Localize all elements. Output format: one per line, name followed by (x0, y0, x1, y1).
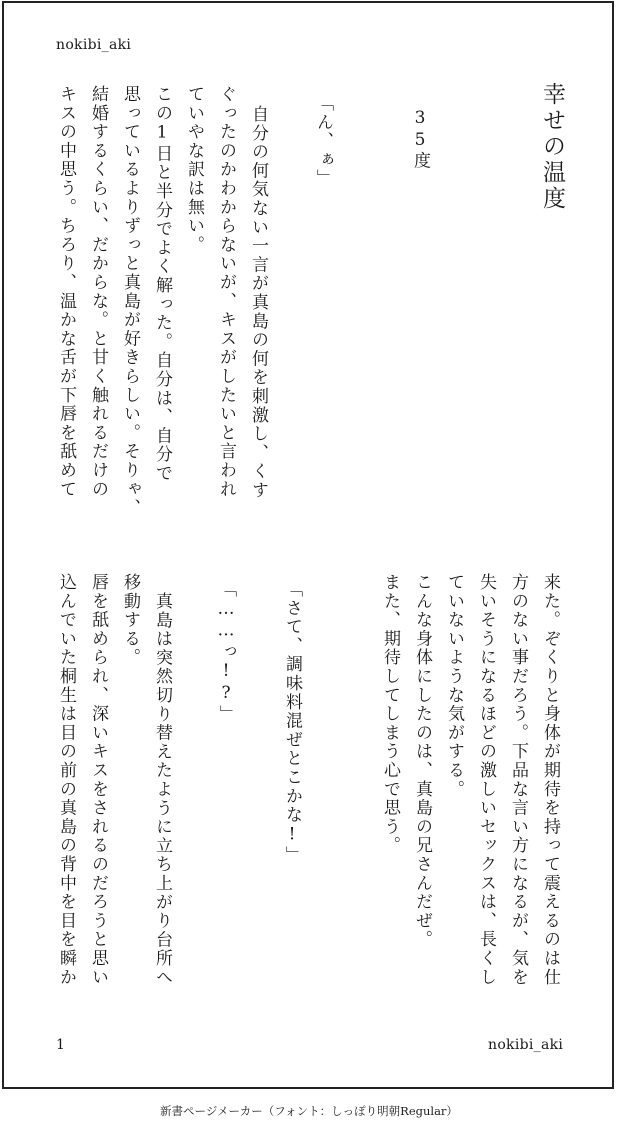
generator-caption: 新書ページメーカー（フォント：しっぽり明朝Regular） (160, 1104, 458, 1118)
text-column: また、期待してしまう心で思う。 (380, 573, 400, 855)
text-column: この1日と半分でよく解った。自分は、自分で (152, 85, 172, 483)
text-column: キスの中思う。ちろり、温かな舌が下唇を舐めて (56, 85, 76, 499)
text-column: 自分の何気ない一言が真島の何を刺激し、くす (248, 105, 268, 500)
text-column: 「……っ!?」 (216, 580, 236, 724)
text-column: 込んでいた桐生は目の前の真島の背中を目を瞬か (56, 573, 76, 987)
text-column: こんな身体にしたのは、真島の兄さんだぜ。 (412, 573, 432, 949)
text-column: ていないような気がする。 (444, 573, 464, 799)
text-column: 失いそうになるほどの激しいセックスは、長くし (476, 573, 496, 987)
text-column: 結婚するくらい、だからな。と甘く触れるだけの (88, 85, 108, 499)
header-author: nokibi_aki (56, 37, 132, 53)
text-column: 真島は突然切り替えたように立ち上がり台所へ (152, 592, 172, 987)
text-column: 移動する。 (120, 573, 140, 667)
text-column: ぐったのかわからないが、キスがしたいと言われ (216, 85, 236, 499)
text-column: 35度 (410, 108, 430, 171)
text-column: 来た。ぞくりと身体が期待を持って震えるのは仕 (540, 573, 560, 987)
text-column: 「ん、ぁ」 (313, 94, 333, 188)
text-column: 「さて、調味料混ぜとこかな!」 (282, 580, 302, 865)
text-column: 方のない事だろう。下品な言い方になるが、気を (508, 573, 528, 987)
story-title: 幸せの温度 (539, 82, 565, 212)
footer-author: nokibi_aki (488, 1037, 564, 1053)
page-number: 1 (56, 1037, 65, 1053)
text-column: 思っているよりずっと真島が好きらしい。そりゃ、 (120, 85, 140, 518)
text-column: ていやな訳は無い。 (184, 85, 204, 255)
text-column: 唇を舐められ、深いキスをされるのだろうと思い (88, 573, 108, 987)
